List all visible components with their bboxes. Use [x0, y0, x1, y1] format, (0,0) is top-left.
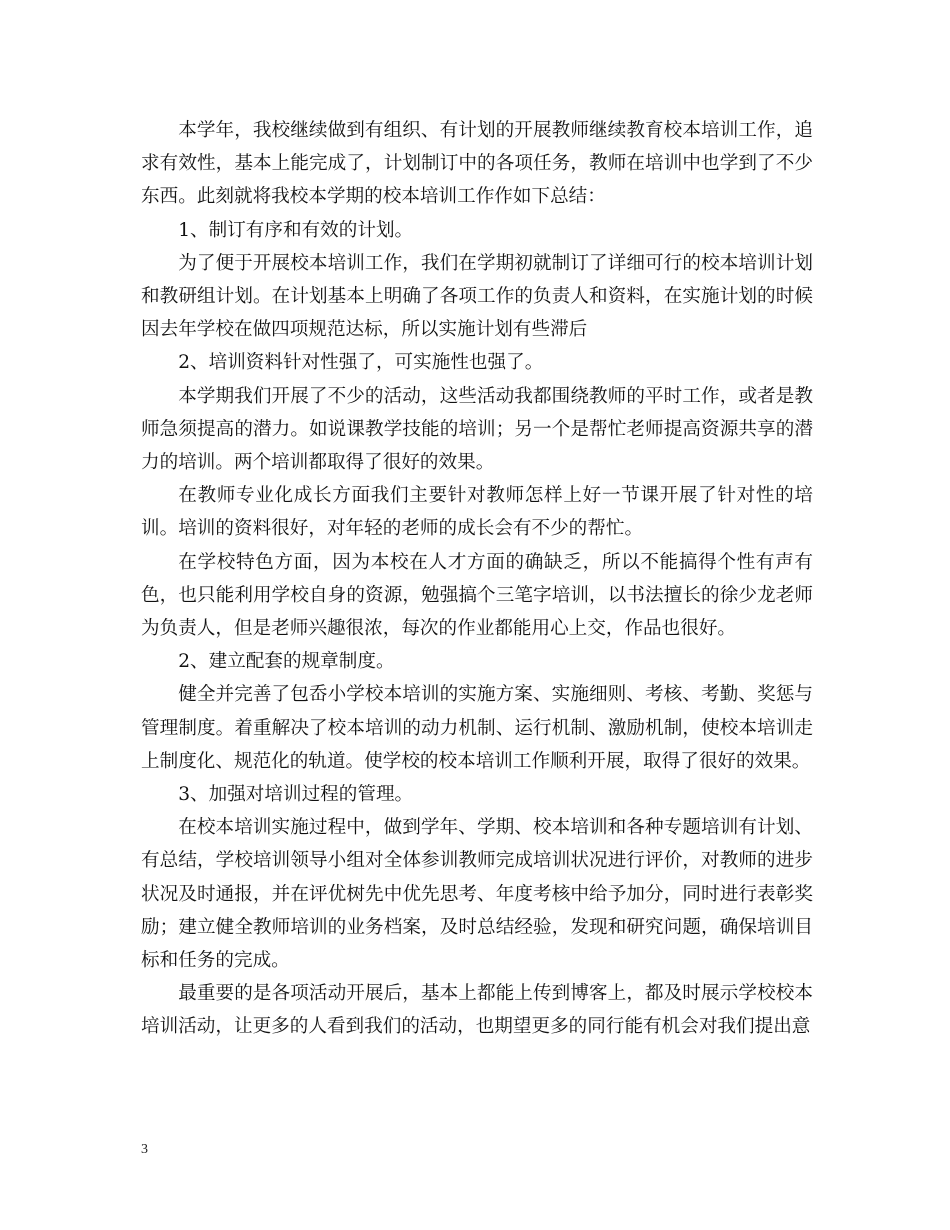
paragraph-school-features: 在学校特色方面，因为本校在人才方面的确缺乏，所以不能搞得个性有声有色，也只能利用学校自身的资源，勉强搞个三笔字培训，以书法擅长的徐少龙老师为负责人，但是老师兴趣很浓，每次的作业都能用心上交，作品也很好。 [141, 551, 813, 640]
document-body [141, 114, 813, 1044]
heading-plan: 1、制订有序和有效的计划。 [178, 219, 414, 241]
heading-training-content: 2、培训资料针对性强了，可实施性也强了。 [178, 352, 544, 374]
paragraph-regulations: 健全并完善了包岙小学校本培训的实施方案、实施细则、考核、考勤、奖惩与管理制度。着重解决了校本培训的动力机制、运行机制、激励机制，使校本培训走上制度化、规范化的轨道。使学校的校本培训工作顺利开展，取得了很好的效果。 [141, 684, 813, 772]
paragraph-professional-growth: 在教师专业化成长方面我们主要针对教师怎样上好一节课开展了针对性的培训。培训的资料很好，对年轻的老师的成长会有不少的帮忙。 [141, 485, 813, 540]
heading-regulations: 2、建立配套的规章制度。 [178, 651, 395, 673]
paragraph-intro: 本学年，我校继续做到有组织、有计划的开展教师继续教育校本培训工作，追求有效性，基本上能完成了，计划制订中的各项任务，教师在培训中也学到了不少东西。此刻就将我校本学期的校本培训工作作如下总结： [141, 120, 813, 208]
paragraph-process-management: 在校本培训实施过程中，做到学年、学期、校本培训和各种专题培训有计划、有总结，学校培训领导小组对全体参训教师完成培训状况进行评价，对教师的进步状况及时通报，并在评优树先中优先思考、年度考核中给予加分，同时进行表彰奖励；建立健全教师培训的业务档案，及时总结经验，发现和研究问题，确保培训目标和任务的完成。 [141, 817, 813, 972]
heading-process-management: 3、加强对培训过程的管理。 [178, 784, 414, 806]
paragraph-activities: 本学期我们开展了不少的活动，这些活动我都围绕教师的平时工作，或者是教师急须提高的潜力。如说课教学技能的培训；另一个是帮忙老师提高资源共享的潜力的培训。两个培训都取得了很好的效果。 [141, 385, 813, 474]
page-number: 3 [141, 1142, 148, 1157]
paragraph-plan: 为了便于开展校本培训工作，我们在学期初就制订了详细可行的校本培训计划和教研组计划。在计划基本上明确了各项工作的负责人和资料，在实施计划的时候因去年学校在做四项规范达标，所以实施计划有些滞后 [141, 252, 813, 341]
paragraph-blog-sharing: 最重要的是各项活动开展后，基本上都能上传到博客上，都及时展示学校校本培训活动，让更多的人看到我们的活动，也期望更多的同行能有机会对我们提出意 [141, 983, 813, 1038]
